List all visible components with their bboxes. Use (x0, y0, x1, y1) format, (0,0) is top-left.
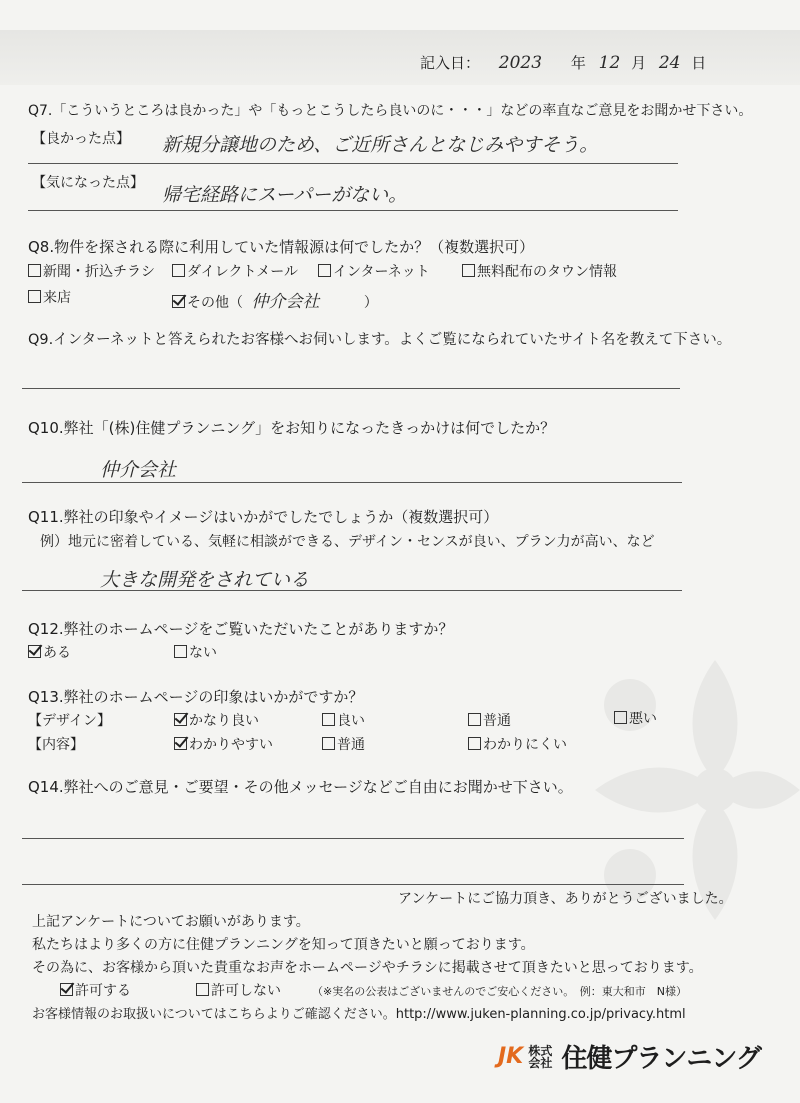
checkbox[interactable] (322, 737, 335, 750)
q13-content-easy[interactable] (174, 734, 273, 754)
q8-option-other[interactable] (172, 287, 378, 312)
checkbox[interactable] (172, 264, 185, 277)
q8-option-label: 新聞・折込チラシ (43, 264, 155, 280)
q13-question: Q13.弊社のホームページの印象はいかがですか？ (28, 688, 364, 706)
date-label: 記入日： (420, 54, 481, 72)
checkbox[interactable] (318, 264, 331, 277)
q10-answer-line (22, 482, 682, 483)
request-line-1: 上記アンケートについてお願いがあります。 (32, 914, 310, 930)
q8-option-label: インターネット (333, 264, 430, 280)
q7-good-line (28, 163, 678, 164)
q12-option-no[interactable] (174, 642, 217, 662)
q11-answer[interactable]: 大きな開発をされている (100, 569, 310, 591)
q8-option-label: 来店 (43, 290, 71, 306)
q13-design-normal[interactable] (468, 710, 511, 730)
q7-concern-line (28, 210, 678, 211)
q13-content-hard[interactable] (468, 734, 567, 754)
q8-question: Q8.物件を探される際に利用していた情報源は何でしたか？（複数選択可） (28, 238, 535, 256)
q8-option-internet[interactable] (318, 261, 430, 281)
privacy-text: お客様情報のお取扱いについてはこちらよりご確認ください。http://www.juken-planning.co.jp/privacy.html (32, 1007, 686, 1022)
permit-option[interactable] (60, 980, 131, 1000)
q13-content-label: 【内容】 (28, 737, 84, 753)
q13-design-very-good[interactable] (174, 710, 259, 730)
q8-option-visit[interactable] (28, 287, 71, 307)
q13-option-label: 普通 (483, 713, 511, 729)
q7-concern-answer[interactable]: 帰宅経路にスーパーがない。 (162, 184, 408, 206)
checkbox-checked[interactable] (172, 295, 185, 308)
q8-option-label: 無料配布のタウン情報 (477, 264, 617, 280)
q13-option-label: 悪い (629, 711, 657, 727)
date-month: 12 (598, 53, 621, 73)
jk-logo-icon: JK (498, 1044, 524, 1069)
q9-answer-line[interactable] (22, 388, 680, 389)
anonymity-note: （※実名の公表はございませんのでご安心ください。 例：東大和市 N様） (312, 985, 687, 998)
request-line-2: 私たちはより多くの方に住健プランニングを知って頂きたいと願っております。 (32, 937, 535, 953)
checkbox[interactable] (28, 290, 41, 303)
checkbox-checked[interactable] (174, 737, 187, 750)
day-unit: 日 (691, 54, 707, 72)
q7-good-label: 【良かった点】 (32, 131, 130, 147)
q13-option-label: わかりにくい (483, 737, 567, 753)
q12-yes-label: ある (43, 645, 71, 661)
q13-option-label: 良い (337, 713, 365, 729)
q13-design-bad[interactable] (614, 708, 657, 728)
q8-option-direct-mail[interactable] (172, 261, 298, 281)
month-unit: 月 (631, 54, 647, 72)
entry-date (420, 52, 706, 73)
checkbox-checked[interactable] (174, 713, 187, 726)
checkbox[interactable] (614, 711, 627, 724)
q11-question: Q11.弊社の印象やイメージはいかがでしたでしょうか（複数選択可） (28, 508, 499, 526)
q10-question: Q10.弊社「(株)住健プランニング」をお知りになったきっかけは何でしたか？ (28, 419, 556, 437)
thanks-text: アンケートにご協力頂き、ありがとうございました。 (398, 891, 733, 907)
q14-answer-line-2[interactable] (22, 884, 684, 885)
q9-question: Q9.インターネットと答えられたお客様へお伺いします。よくご覧になられていたサイト名を教えて下さい。 (28, 332, 732, 348)
q8-other-answer[interactable]: 仲介会社 (251, 292, 320, 312)
checkbox[interactable] (28, 264, 41, 277)
q7-question: Q7.「こういうところは良かった」や「もっとこうしたら良いのに・・・」などの率直なご意見をお聞かせ下さい。 (28, 103, 753, 119)
q14-question: Q14.弊社へのご意見・ご要望・その他メッセージなどご自由にお聞かせ下さい。 (28, 778, 573, 796)
q12-option-yes[interactable] (28, 642, 71, 662)
deny-option[interactable] (196, 980, 281, 1000)
request-line-3: その為に、お客様から頂いた貴重なお声をホームページやチラシに掲載させて頂きたいと思っております。 (32, 960, 703, 976)
q11-answer-line (22, 590, 682, 591)
q8-option-label: その他（ (187, 295, 243, 311)
q13-design-good[interactable] (322, 710, 365, 730)
year-unit: 年 (570, 54, 586, 72)
checkbox[interactable] (468, 737, 481, 750)
q11-example: 例）地元に密着している、気軽に相談ができる、デザイン・センスが良い、プラン力が高い、など (40, 534, 655, 550)
q12-no-label: ない (189, 645, 217, 661)
company-prefix: 株式会社 (528, 1043, 553, 1070)
q13-design-label: 【デザイン】 (28, 713, 112, 729)
checkbox[interactable] (322, 713, 335, 726)
checkbox[interactable] (468, 713, 481, 726)
permit-label: 許可する (75, 983, 131, 999)
checkbox-checked[interactable] (60, 983, 73, 996)
checkbox-checked[interactable] (28, 645, 41, 658)
checkbox[interactable] (462, 264, 475, 277)
checkbox[interactable] (174, 645, 187, 658)
q7-good-answer[interactable]: 新規分譲地のため、ご近所さんとなじみやすそう。 (162, 134, 599, 156)
company-name: 住健プランニング (561, 1044, 761, 1074)
q12-question: Q12.弊社のホームページをご覧いただいたことがありますか？ (28, 620, 454, 638)
q8-other-close: ） (363, 295, 378, 311)
q10-answer[interactable]: 仲介会社 (100, 459, 177, 481)
q13-option-label: 普通 (337, 737, 365, 753)
q14-answer-line-1[interactable] (22, 838, 684, 839)
date-year: 2023 (498, 53, 543, 73)
company-logo (498, 1038, 761, 1075)
q13-content-normal[interactable] (322, 734, 365, 754)
deny-label: 許可しない (211, 983, 281, 999)
date-day: 24 (658, 53, 681, 73)
q13-option-label: わかりやすい (189, 737, 273, 753)
q8-option-label: ダイレクトメール (187, 264, 299, 280)
q13-option-label: かなり良い (189, 713, 259, 729)
checkbox[interactable] (196, 983, 209, 996)
q8-option-newspaper[interactable] (28, 261, 155, 281)
q7-concern-label: 【気になった点】 (32, 175, 144, 191)
q8-option-town-info[interactable] (462, 261, 617, 281)
